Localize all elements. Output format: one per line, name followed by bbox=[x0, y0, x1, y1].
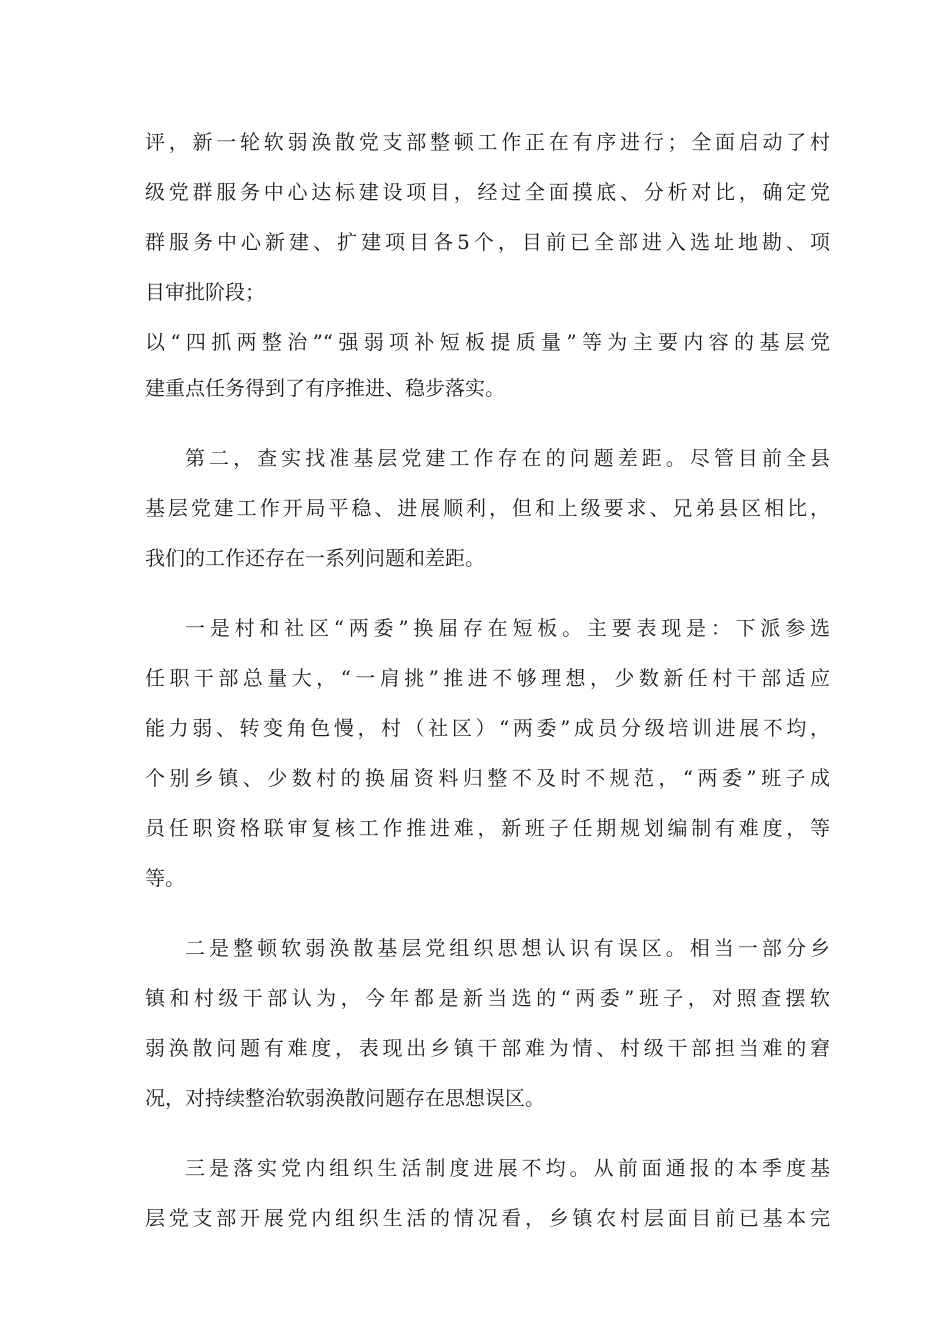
text-line: 个别乡镇、少数村的换届资料归整不及时不规范，“两委”班子成 bbox=[145, 766, 830, 790]
text-line: 级党群服务中心达标建设项目，经过全面摸底、分析对比，确定党 bbox=[145, 180, 830, 204]
text-line: 目审批阶段； bbox=[145, 280, 265, 304]
paragraph-heading: 二是整顿软弱涣散基层党组织思想认识有误区。相当一部分乡 bbox=[185, 936, 830, 960]
text-line: 以“四抓两整治”“强弱项补短板提质量”等为主要内容的基层党 bbox=[145, 330, 830, 354]
text-line: 镇和村级干部认为，今年都是新当选的“两委”班子，对照查摆软 bbox=[145, 986, 830, 1010]
text-line: 群服务中心新建、扩建项目各5个，目前已全部进入选址地勘、项 bbox=[145, 230, 830, 254]
paragraph-heading: 第二，查实找准基层党建工作存在的问题差距。尽管目前全县 bbox=[185, 446, 830, 470]
text-line: 员任职资格联审复核工作推进难，新班子任期规划编制有难度，等 bbox=[145, 816, 830, 840]
text-line: 弱涣散问题有难度，表现出乡镇干部难为情、村级干部担当难的窘 bbox=[145, 1036, 830, 1060]
text-line: 任职干部总量大，“一肩挑”推进不够理想，少数新任村干部适应 bbox=[145, 666, 830, 690]
text-line: 评，新一轮软弱涣散党支部整顿工作正在有序进行；全面启动了村 bbox=[145, 130, 830, 154]
text-line: 我们的工作还存在一系列问题和差距。 bbox=[145, 546, 485, 570]
text-line: 层党支部开展党内组织生活的情况看，乡镇农村层面目前已基本完 bbox=[145, 1206, 830, 1230]
text-line: 能力弱、转变角色慢，村（社区）“两委”成员分级培训进展不均， bbox=[145, 716, 830, 740]
text-line: 建重点任务得到了有序推进、稳步落实。 bbox=[145, 376, 505, 400]
text-line: 基层党建工作开局平稳、进展顺利，但和上级要求、兄弟县区相比， bbox=[145, 496, 830, 520]
paragraph-heading: 三是落实党内组织生活制度进展不均。从前面通报的本季度基 bbox=[185, 1156, 830, 1180]
text-line: 况，对持续整治软弱涣散问题存在思想误区。 bbox=[145, 1086, 545, 1110]
text-line: 等。 bbox=[145, 866, 185, 890]
document-body bbox=[145, 130, 830, 1256]
paragraph-heading: 一是村和社区“两委”换届存在短板。主要表现是：下派参选 bbox=[185, 616, 830, 640]
